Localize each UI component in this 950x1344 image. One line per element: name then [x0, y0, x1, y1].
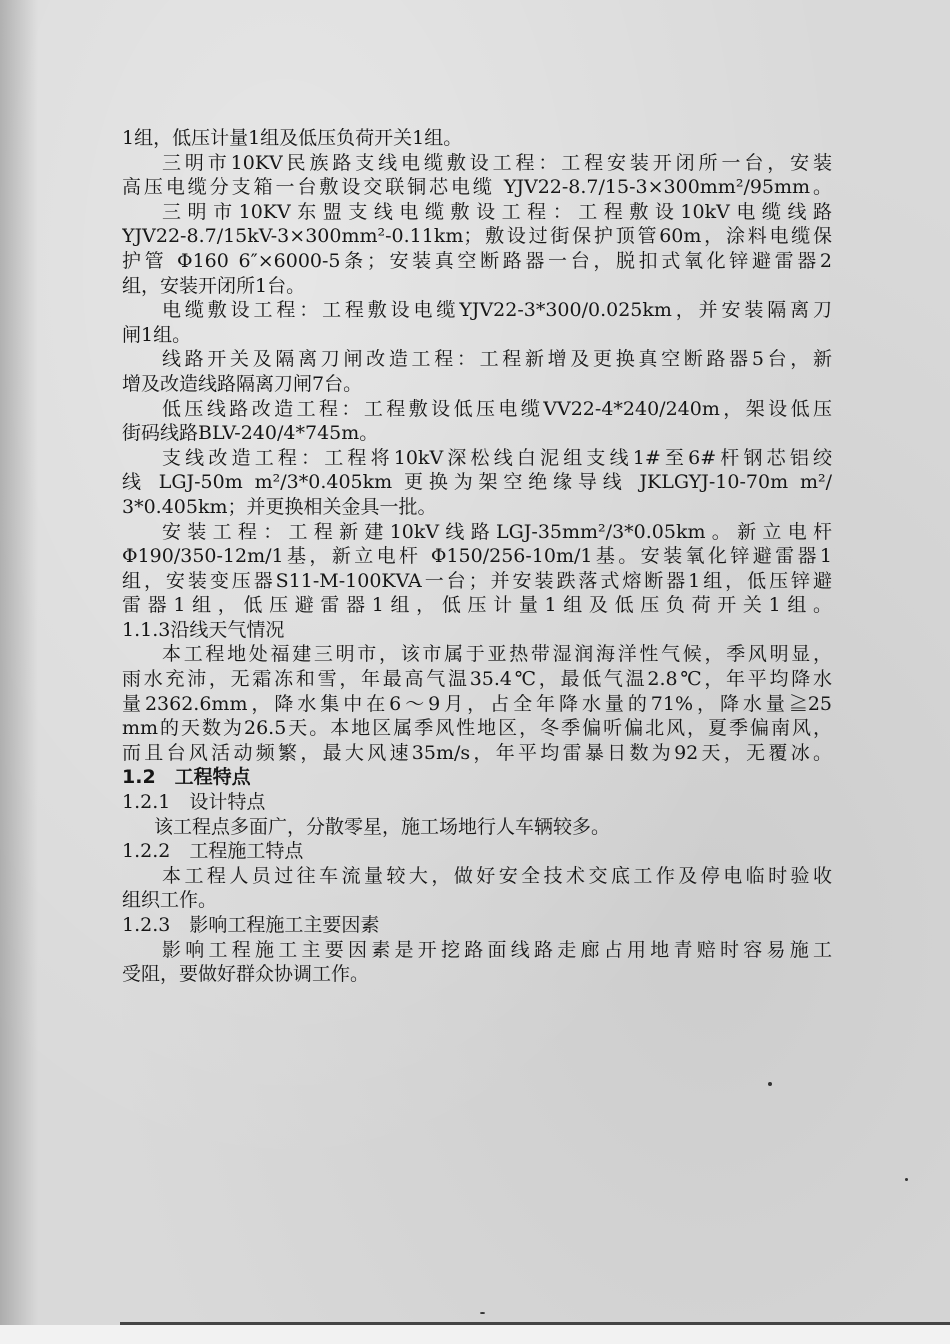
- text-line: 街码线路BLV-240/4*745m。: [122, 422, 379, 445]
- text-line: 1.2.2 工程施工特点: [122, 840, 304, 863]
- text-line: 电缆敷设工程：工程敷设电缆YJV22-3*300/0.025km，并安装隔离刀: [162, 299, 832, 322]
- text-line: 护管 Φ160 6″×6000-5条；安装真空断路器一台，脱扣式氧化锌避雷器2: [122, 249, 832, 272]
- text-line: 低压线路改造工程：工程敷设低压电缆VV22-4*240/240m，架设低压: [162, 397, 832, 420]
- page-margin: [0, 1325, 950, 1344]
- text-line: Φ190/350-12m/1基，新立电杆 Φ150/256-10m/1基。安装氧化锌避雷器1: [122, 545, 832, 568]
- text-line: 而且台风活动频繁，最大风速35m/s，年平均雷暴日数为92天，无覆冰。: [122, 741, 832, 764]
- text-line: 本工程地处福建三明市，该市属于亚热带湿润海洋性气候，季风明显，: [162, 643, 832, 666]
- scan-speck: [480, 1312, 485, 1314]
- section-heading: 1.2 工程特点: [122, 766, 251, 789]
- text-line: 增及改造线路隔离刀闸7台。: [122, 372, 363, 395]
- text-line: 雷器1组，低压避雷器1组，低压计量1组及低压负荷开关1组。: [122, 594, 832, 617]
- text-line: 闸1组。: [122, 323, 192, 346]
- text-line: mm的天数为26.5天。本地区属季风性地区，冬季偏听偏北风，夏季偏南风，: [122, 717, 832, 740]
- text-line: 本工程人员过往车流量较大，做好安全技术交底工作及停电临时验收: [162, 864, 832, 887]
- text-line: 高压电缆分支箱一台敷设交联铜芯电缆 YJV22-8.7/15-3×300mm²/95mm。: [122, 176, 832, 199]
- text-line: 该工程点多面广，分散零星，施工场地行人车辆较多。: [154, 815, 611, 838]
- text-line: 组，安装开闭所1台。: [122, 274, 306, 297]
- text-line: 组，安装变压器S11-M-100KVA一台；并安装跌落式熔断器1组，低压锌避: [122, 569, 832, 592]
- text-line: 1.2.3 影响工程施工主要因素: [122, 914, 380, 936]
- text-line: 安装工程：工程新建10kV线路LGJ-35mm²/3*0.05km。新立电杆: [162, 520, 832, 543]
- text-line: YJV22-8.7/15kV-3×300mm²-0.11km；敷设过街保护顶管60m，涂料电缆保: [122, 225, 832, 248]
- text-line: 3*0.405km；并更换相关金具一批。: [122, 495, 437, 518]
- text-line: 线 LGJ-50m m²/3*0.405km 更换为架空绝缘导线 JKLGYJ-10-70m m²/: [122, 471, 832, 494]
- text-line: 1.2.1 设计特点: [122, 791, 266, 814]
- text-line: 1.1.3沿线天气情况: [122, 618, 285, 641]
- text-line: 影响工程施工主要因素是开挖路面线路走廊占用地青赔时容易施工: [162, 938, 832, 961]
- document-body: [122, 126, 832, 987]
- text-line: 三明市10KV民族路支线电缆敷设工程：工程安装开闭所一台，安装: [162, 151, 832, 174]
- scan-speck: [768, 1082, 772, 1086]
- scan-shadow: [0, 0, 38, 1344]
- text-line: 线路开关及隔离刀闸改造工程：工程新增及更换真空断路器5台，新: [162, 348, 832, 371]
- text-line: 受阻，要做好群众协调工作。: [122, 963, 370, 986]
- text-line: 量2362.6mm，降水集中在6～9月，占全年降水量的71%，降水量≧25: [122, 692, 832, 715]
- text-line: 1组，低压计量1组及低压负荷开关1组。: [122, 127, 463, 149]
- text-line: 雨水充沛，无霜冻和雪，年最高气温35.4℃，最低气温2.8℃，年平均降水: [122, 668, 832, 691]
- text-line: 组织工作。: [122, 889, 218, 912]
- text-line: 三明市10KV东盟支线电缆敷设工程：工程敷设10kV电缆线路: [162, 200, 832, 223]
- scan-speck: [905, 1178, 908, 1181]
- text-line: 支线改造工程：工程将10kV深松线白泥组支线1#至6#杆钢芯铝绞: [162, 446, 832, 469]
